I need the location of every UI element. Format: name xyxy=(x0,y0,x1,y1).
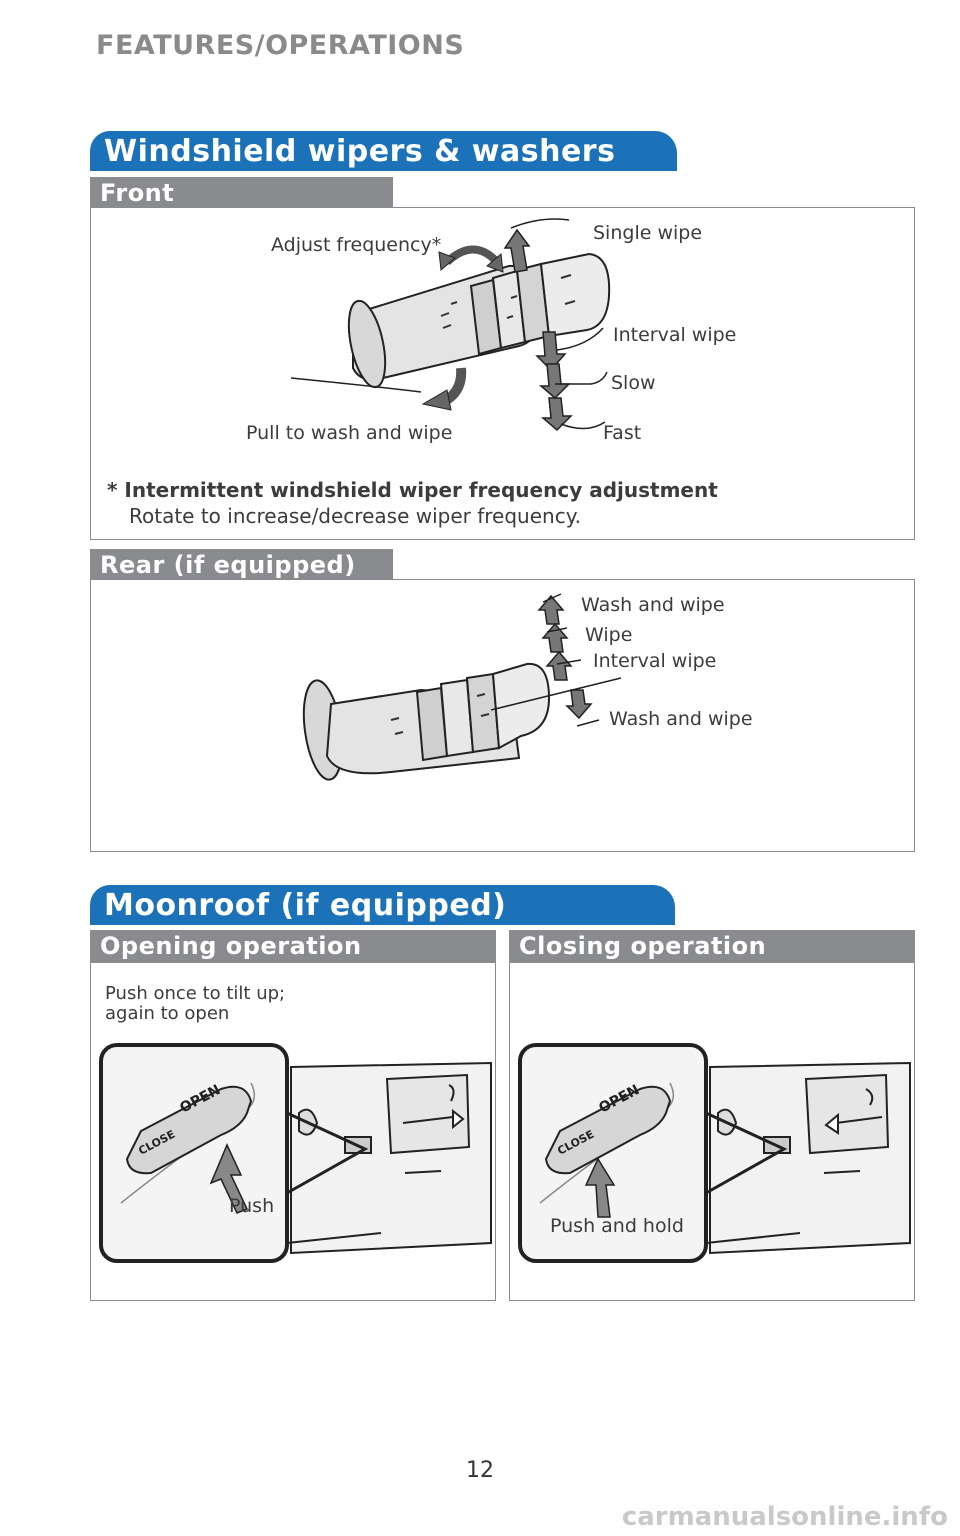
closing-moonroof-illustration xyxy=(510,963,916,1302)
rear-heading-text: Rear (if equipped) xyxy=(100,551,356,579)
opening-moonroof-illustration xyxy=(91,963,497,1302)
label-push-and-hold: Push and hold xyxy=(550,1215,684,1237)
front-heading-text: Front xyxy=(100,179,175,207)
label-single-wipe: Single wipe xyxy=(593,222,703,244)
frequency-note-title: * Intermittent windshield wiper frequency adjustment xyxy=(107,478,718,502)
label-push: Push xyxy=(229,1195,275,1217)
opening-heading-text: Opening operation xyxy=(100,932,362,960)
label-slow: Slow xyxy=(611,372,656,394)
label-adjust-frequency: Adjust frequency* xyxy=(271,234,442,256)
moonroof-section-title xyxy=(90,885,675,925)
label-rear-interval-wipe: Interval wipe xyxy=(593,650,717,672)
rear-wiper-stalk-illustration xyxy=(91,580,916,853)
label-fast: Fast xyxy=(603,422,642,444)
wipers-section-title xyxy=(90,131,677,171)
rear-wiper-panel xyxy=(90,579,915,852)
closing-panel xyxy=(509,962,915,1301)
label-interval-wipe: Interval wipe xyxy=(613,324,737,346)
closing-subheading xyxy=(509,930,915,963)
front-wiper-panel xyxy=(90,207,915,540)
page-number: 12 xyxy=(466,1458,494,1483)
rear-subheading xyxy=(90,549,393,580)
moonroof-title-text: Moonroof (if equipped) xyxy=(104,888,507,923)
label-rear-wash-and-wipe-up: Wash and wipe xyxy=(581,594,725,616)
front-subheading xyxy=(90,177,393,208)
wipers-title-text: Windshield wipers & washers xyxy=(104,134,616,169)
opening-instruction-line2: again to open xyxy=(105,1003,230,1024)
opening-subheading xyxy=(90,930,496,963)
closing-switch-open-text: OPEN xyxy=(596,1082,643,1117)
opening-switch-close-text: CLOSE xyxy=(136,1127,178,1158)
page-section-header: FEATURES/OPERATIONS xyxy=(96,30,465,61)
watermark: carmanualsonline.info xyxy=(621,1502,948,1532)
opening-instruction-line1: Push once to tilt up; xyxy=(105,983,286,1004)
frequency-note-body: Rotate to increase/decrease wiper frequency. xyxy=(129,504,582,528)
label-pull-to-wash: Pull to wash and wipe xyxy=(246,422,453,444)
opening-switch-open-text: OPEN xyxy=(177,1082,224,1117)
closing-switch-close-text: CLOSE xyxy=(555,1127,597,1158)
closing-heading-text: Closing operation xyxy=(519,932,767,960)
label-rear-wash-and-wipe-down: Wash and wipe xyxy=(609,708,753,730)
opening-panel xyxy=(90,962,496,1301)
label-rear-wipe: Wipe xyxy=(585,624,633,646)
